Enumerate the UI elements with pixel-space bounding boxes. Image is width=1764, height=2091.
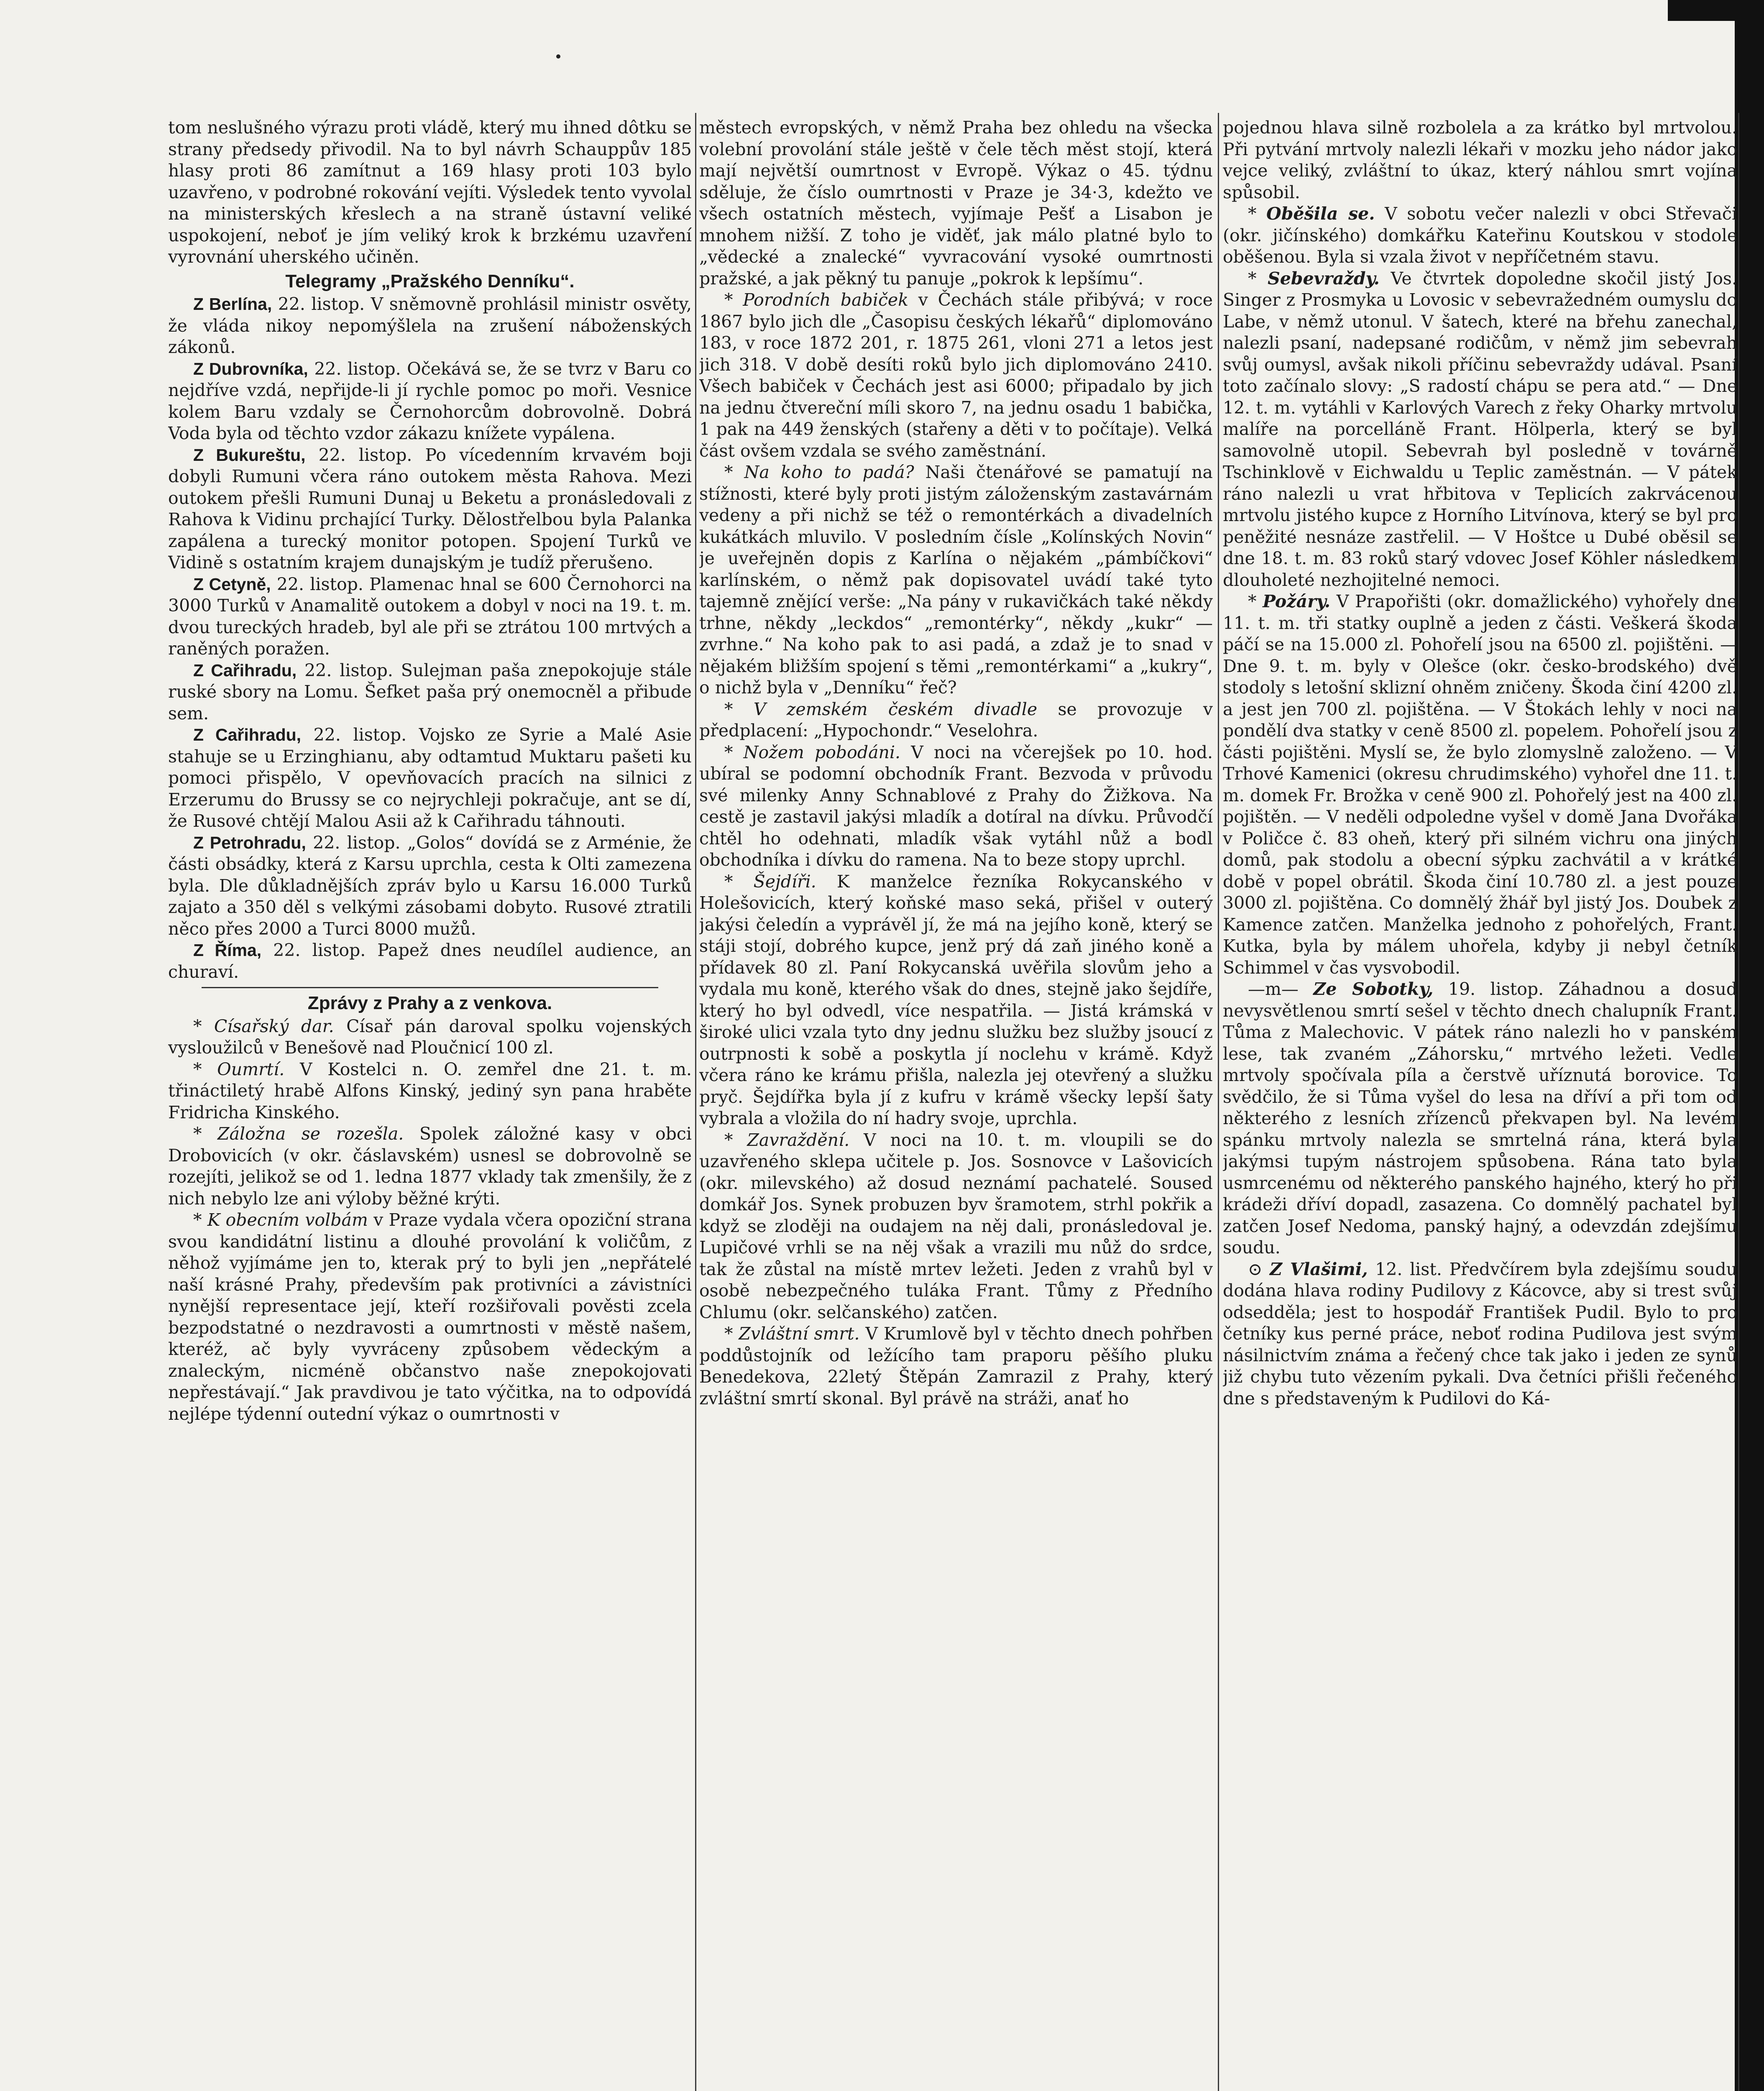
news-item: * Nožem pobodáni. V noci na včerejšek po 10. hod. ubíral se podomní obchodník Frant. Bezvoda v průvodu své milenky Anny Schnablové z Prahy do Žižkova. Na cestě je zastavil jakýsi mladík a dotíral na dívku. Průvodčí chtěl ho odehnati, mladík však vytáhl nůž a bodl obchodníka i dívku do ramena. Na to beze stopy uprchl. [699,742,1213,870]
column-rule-right [1738,113,1739,2091]
news-item: * Oběšila se. V sobotu večer nalezli v obci Střevači (okr. jičínského) domkářku Kateřinu Koutskou v stodole oběšenou. Byla si vzala život v nepříčetném stavu. [1223,204,1737,267]
column-rule-2 [1218,113,1219,2091]
news-item: * Porodních babiček v Čechách stále přibývá; v roce 1867 bylo jich dle „Časopisu českých lékařů“ diplomováno 183, v roce 1872 201, r. 1875 261, vloni 271 a letos jest jich 318. V době desíti roků bylo jich diplomováno 2410. Všech babiček v Čechách jest asi 6000; připadalo by jich na jednu čtvereční míli skoro 7, na jednu osadu 1 babička, 1 pak na 449 ženských (stařeny a děti v to počítaje). Velká část ovšem vzdala se svého zaměstnání. [699,290,1213,461]
telegram: Z Říma, 22. listop. Papež dnes neudílel audience, an churaví. [168,940,692,982]
column-1 [168,117,692,2091]
news-item: * Zvláštní smrt. V Krumlově byl v těchto dnech pohřben poddůstojník od ležícího tam praporu pěšího pluku Benedekova, 22letý Štěpán Zamrazil z Prahy, který zvláštní smrtí skonal. Byl právě na stráži, anať ho [699,1324,1213,1408]
section-heading-telegrams: Telegramy „Pražského Denníku“. [285,271,575,291]
column-rule-1 [695,113,696,2091]
telegram: Z Petrohradu, 22. listop. „Golos“ dovídá se z Arménie, že části obsádky, která z Karsu uprchla, cesta k Olti zamezena byla. Dle důkladnějších zpráv bylo u Karsu 16.000 Turků zajato a 350 děl s velkými zásobami dobyto. Rusové ztratili něco přes 2000 a Turci 8000 mužů. [168,832,692,939]
news-item: * Požáry. V Prapořišti (okr. domažlického) vyhořely dne 11. t. m. tři statky ouplně a jeden z části. Veškerá škoda páčí se na 15.000 zl. Pohořelí jsou na 6500 zl. pojištěni. — Dne 9. t. m. byly v Olešce (okr. česko-brodského) dvě stodoly s letošní sklizní ohněm zničeny. Škoda činí 4200 zl. a jest jen 700 zl. pojištěna. — V Štokách lehly v noci na pondělí dva statky v ceně 8500 zl. popelem. Pohořelí jsou z části pojištěni. Myslí se, že bylo zlomyslně založeno. — V Trhové Kamenici (okresu chrudimského) vyhořel dne 11. t. m. domek Fr. Brožka v ceně 900 zl. Pohořelý jest na 400 zl. pojištěn. — V neděli odpoledne vyšel v domě Jana Dvořáka v Poličce č. 83 oheň, který při silném vichru ona jiných domů, pak stodolu a obecní sýpku zachvátil a v krátké době v popel obrátil. Škoda činí 10.780 zl. a jest pouze 3000 zl. pojištěna. Co domnělý žhář byl jistý Jos. Doubek z Kamence zatčen. Manželka jednoho z pohořelých, Frant. Kutka, byla by málem uhořela, kdyby ji nebyl četník Schimmel v čas vysvobodil. [1223,591,1737,978]
column-2 [699,117,1213,2091]
news-item: * Oumrtí. V Kostelci n. O. zemřel dne 21. t. m. třináctiletý hrabě Alfons Kinský, jediný syn pana hraběte Fridricha Kinského. [168,1059,692,1122]
news-item: * Šejdíři. K manželce řezníka Rokycanského v Holešovicích, který koňské maso seká, přišel v outerý jakýsi čeledín a vyprávěl jí, že má na jejího koně, který se stáji stojí, dobrého kupce, jenž prý dá zaň jiného koně a přídavek 80 zl. Paní Rokycanská uvěřila slovům jeho a vydala mu koně, kterého však do dnes, stejně jako šejdíře, který ho byl odvedl, více nespatřila. — Jistá krámská v široké ulici vzala tyto dny jednu služku bez služby jsoucí z outrpnosti k sobě a poskytla jí noclehu v krámě. Když včera ráno ke krámu přišla, nalezla jej otevřený a služku pryč. Šejdířka byla jí z kufru v krámě všecky lepší šaty vybrala a vložila do ní hadry svoje, uprchla. [699,871,1213,1128]
news-item: * Zavraždění. V noci na 10. t. m. vloupili se do uzavřeného sklepa učitele p. Jos. Sosnovce v Lašovicích (okr. milevského) až dosud neznámí pachatelé. Soused domkář Jos. Synek probuzen byv šramotem, strhl pokřik a když se zloději na oudajem na něj dali, pronásledoval je. Lupičové vrhli se na něj však a vrazili mu nůž do srdce, tak že zůstal na místě mrtev ležeti. Jeden z vrahů byl v osobě nebezpečného tuláka Frant. Tůmy z Předního Chlumu (okr. selčanského) zatčen. [699,1130,1213,1322]
telegram: Z Berlína, 22. listop. V sněmovně prohlásil ministr osvěty, že vláda nikoy nepomýšlela na zrušení náboženských zákonů. [168,294,692,357]
telegram: Z Cařihradu, 22. listop. Vojsko ze Syrie a Malé Asie stahuje se u Erzinghianu, aby odtamtud Muktaru pašeti ku pomoci přispělo, V opevňovacích pracích na silnici z Erzerumu do Brussy se co nejrychleji pokračuje, ant se dí, že Rusové chtějí Malou Asii až k Cařihradu táhnouti. [168,725,692,831]
print-dot [556,54,560,59]
paragraph: tom neslušného výrazu proti vládě, který mu ihned dôtku se strany předsedy přivodil. Na to byl návrh Schauppův 185 hlasy proti 86 zamítnut a 169 hlasy proti 103 bylo uzavřeno, v podrobné rokování vejíti. Výsledek tento vyvolal na ministerských křeslech a na straně ústavní veliké uspokojení, neboť je jím veliký krok k brzkému uzavření vyrovnání uherského učiněn. [168,118,692,267]
telegram: Z Bukureštu, 22. listop. Po vícedenním krvavém boji dobyli Rumuni včera ráno outokem města Rahova. Mezi outokem přešli Rumuni Dunaj u Beketu a pronásledovali z Rahova k Vidinu prchající Turky. Dělostřelbou byla Palanka zapálena a turecký monitor potopen. Spojení Turků ve Vidině s ostatním krajem dunajským je tudíž přerušeno. [168,445,692,573]
section-heading-news: Zprávy z Prahy a z venkova. [307,993,552,1013]
paragraph: městech evropských, v němž Praha bez ohledu na všecka volební provolání stále ještě v čele těch měst stojí, která mají největší oumrtnost v Evropě. Výkaz o 45. týdnu sděluje, že číslo oumrtnosti v Praze je 34·3, kdežto ve všech ostatních městech, vyjímaje Pešť a Lisabon je mnohem nižší. Z toho je viděť, jak málo platné bylo to „vědecké a znalecké“ vyvracování vysoké oumrtnosti pražské, a jak pěkný tu panuje „pokrok k lepšímu“. [699,118,1213,289]
paragraph: pojednou hlava silně rozbolela a za krátko byl mrtvolou. Při pytvání mrtvoly nalezli lékaři v mozku jeho nádor jako vejce veliký, zvláštní to úkaz, který náhlou smrt vojína spůsobil. [1223,118,1737,202]
news-item: * K obecním volbám v Praze vydala včera opoziční strana svou kandidátní listinu a dlouhé provolání k voličům, z něhož vyjímáme jen to, kterak prý to byli jen „nepřátelé naší krásné Prahy, především pak protivníci a závistníci nynější representace její, kteří rozšiřovali pověsti zcela bezpodstatné o nezdravosti a oumrtnosti v městě našem, kteréž, ač byly vyvráceny způsobem vědeckým a znaleckým, nicméně občanstvo naše znepokojovati nepřestávají.“ Jak pravdivou je tato výčitka, na to odpovídá nejlépe týdenní outední výkaz o oumrtnosti v [168,1210,692,1424]
news-item: * Sebevraždy. Ve čtvrtek dopoledne skočil jistý Jos. Singer z Prosmyka u Lovosic v sebevražedném oumyslu do Labe, v němž utonul. V šatech, které na břehu zanechal, nalezli psaní, nadepsané rodičům, v němž jim sebevrah svůj oumysl, avšak nikoli příčinu sebevraždy udával. Psaní toto začínalo slovy: „S radostí chápu se pera atd.“ — Dne 12. t. m. vytáhli v Karlových Varech z řeky Oharky mrtvolu malíře na porcelláně Frant. Hölperla, který se byl samovolně utopil. Sebevrah byl posledně v továrně Tschinklově v Eichwaldu u Teplic zaměstnán. — V pátek ráno nalezli u vrat hřbitova v Teplicích zakrvácenou mrtvolu jistého kupce z Horního Litvínova, který se byl pro peněžité nesnáze zastřelil. — V Hoštce u Dubé oběsil se dne 18. t. m. 83 roků starý vdovec Josef Köhler následkem dlouholeté nezhojitelné nemoci. [1223,268,1737,590]
news-item: * V zemském českém divadle se provozuje v předplacení: „Hypochondr.“ Veselohra. [699,699,1213,741]
telegram: Z Dubrovníka, 22. listop. Očekává se, že se tvrz v Baru co nejdříve vzdá, nepřijde-li jí rychle pomoc po moři. Vesnice kolem Baru vzdaly se Černohorcům dobrovolně. Dobrá Voda byla od těchto vzdor zákazu knížete vypálena. [168,358,692,443]
telegram: Z Cařihradu, 22. listop. Sulejman paša znepokojuje stále ruské sbory na Lomu. Šefket paša prý onemocněl a přibude sem. [168,660,692,723]
news-item: * Císařský dar. Císař pán daroval spolku vojenských vysloužilců v Benešově nad Ploučnicí 100 zl. [168,1016,692,1058]
telegram: Z Cetyně, 22. listop. Plamenac hnal se 600 Černohorci na 3000 Turků v Anamalitě outokem a dobyl v noci na 19. t. m. dvou tureckých hradeb, byl ale při se ztrátou 100 mrtvých a raněných poražen. [168,574,692,659]
separator-rule [202,987,658,988]
news-item: —m— Ze Sobotky, 19. listop. Záhadnou a dosud nevysvětlenou smrtí sešel v těchto dnech chalupník Frant. Tůma z Malechovic. V pátek ráno nalezli ho v panském lese, tak zvaném „Záhorsku,“ mrtvého ležeti. Vedle mrtvoly spočívala píla a čerstvě uříznutá borovice. To svědčilo, že si Tůma vyšel do lesa na dříví a při tom od některého z lesních zřízenců překvapen byl. Na levém spánku mrtvoly nalezla se smrtelná rána, která byla jakýmsi tupým nástrojem spůsobena. Rána tato byla usmrcenému od některého panského hajného, který ho při krádeži dříví dopadl, zasazena. Co domnělý pachatel byl zatčen Josef Nedoma, panský hajný, a odevzdán zdejšímu soudu. [1223,979,1737,1258]
news-item: * Na koho to padá? Naši čtenářové se pamatují na stížnosti, které byly proti jistým záloženským zastavárnám vedeny a při nichž se též o remontérkách a divadelních kukátkách mluvilo. V posledním čísle „Kolínských Novin“ je uveřejněn dopis z Karlína o nějakém „pámbíčkovi“ karlínském, o němž pak dopisovatel uvádí také tyto tajemně znějící verše: „Na pány v rukavičkách také někdy trhne, někdy „leckdos“ „remontérky“, někdy „kukr“ — zvrhne.“ Na koho pak to asi padá, a zdaž je to snad v nějakém bližším spojení s těmi „remontérkami“ a „kukry“, o nichž byla v „Denníku“ řeč? [699,462,1213,698]
column-3 [1223,117,1737,2091]
news-item: * Záložna se rozešla. Spolek záložné kasy v obci Drobovicích (v okr. čáslavském) usnesl se dobrovolně se rozejíti, jelikož se od 1. ledna 1877 vklady tak zmenšily, že z nich nebylo lze ani výloby běžné krýti. [168,1124,692,1209]
news-item: ⊙ Z Vlašimi, 12. list. Předvčírem byla zdejšímu soudu dodána hlava rodiny Pudilovy z Kácovce, aby si trest svůj odsedděla; jest to hospodář František Pudil. Bylo to pro četníky kus perné práce, neboť rodina Pudilova jest svým násilnictvím známa a řečený chce tak jako i jeden ze synů již chybu tuto vězením pykali. Dva četníci přišli řečeného dne s představeným k Pudilovi do Ká- [1223,1259,1737,1408]
